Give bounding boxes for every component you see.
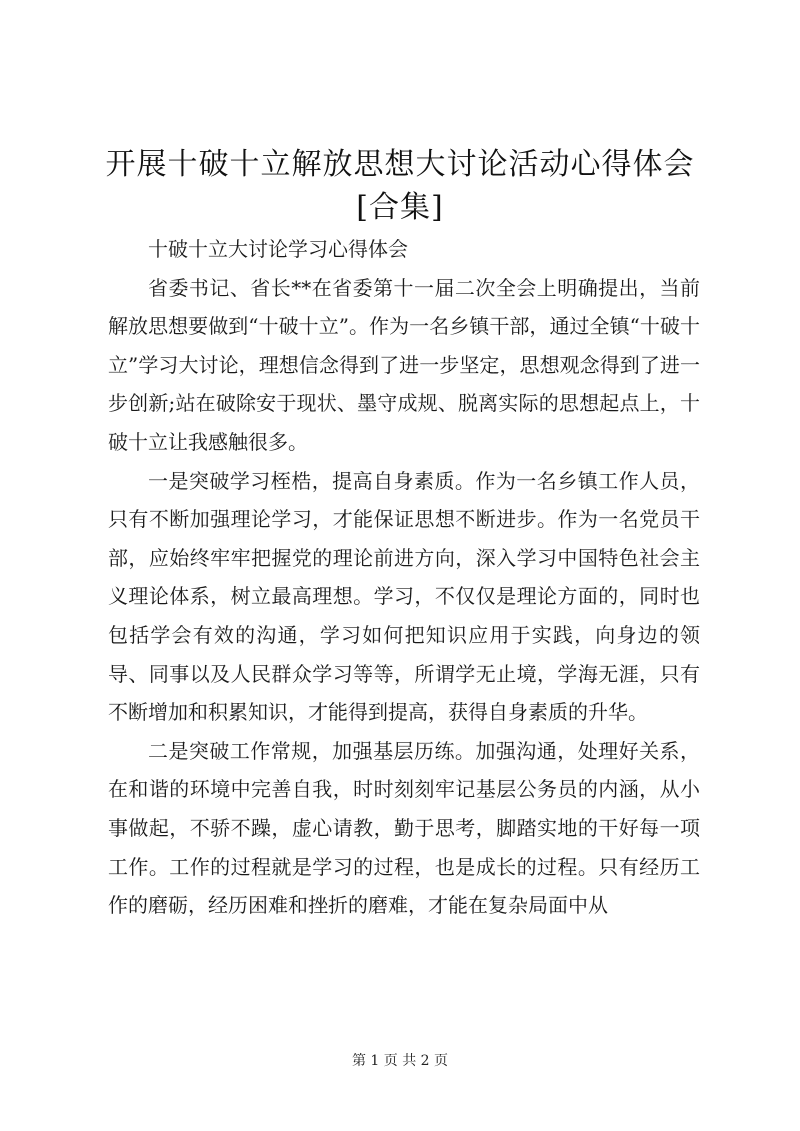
document-body xyxy=(108,230,700,925)
paragraph-work: 二是突破工作常规，加强基层历练。加强沟通，处理好关系，在和谐的环境中完善自我，时时刻刻牢记基层公务员的内涵，从小事做起，不骄不躁，虚心请教，勤于思考，脚踏实地的干好每一项工作。工作的过程就是学习的过程，也是成长的过程。只有经历工作的磨砺，经历困难和挫折的磨难，才能在复杂局面中从 xyxy=(108,738,700,918)
document-title-suffix: [合集] xyxy=(356,190,444,225)
paragraph-intro: 省委书记、省长**在省委第十一届二次全会上明确提出，当前解放思想要做到“十破十立”。作为一名乡镇干部，通过全镇“十破十立”学习大讨论，理想信念得到了进一步坚定，思想观念得到了进一步创新;站在破除安于现状、墨守成规、脱离实际的思想起点上，十破十立让我感触很多。 xyxy=(108,275,700,454)
subheading: 十破十立大讨论学习心得体会 xyxy=(148,237,408,261)
page-number: 第 1 页 共 2 页 xyxy=(351,1053,449,1069)
paragraph-study: 一是突破学习桎梏，提高自身素质。作为一名乡镇工作人员，只有不断加强理论学习，才能保证思想不断进步。作为一名党员干部，应始终牢牢把握党的理论前进方向，深入学习中国特色社会主义理论体系，树立最高理想。学习，不仅仅是理论方面的，同时也包括学会有效的沟通，学习如何把知识应用于实践，向身边的领导、同事以及人民群众学习等等，所谓学无止境，学海无涯，只有不断增加和积累知识，才能得到提高，获得自身素质的升华。 xyxy=(108,468,700,725)
document-title: 开展十破十立解放思想大讨论活动心得体会 xyxy=(105,147,695,182)
